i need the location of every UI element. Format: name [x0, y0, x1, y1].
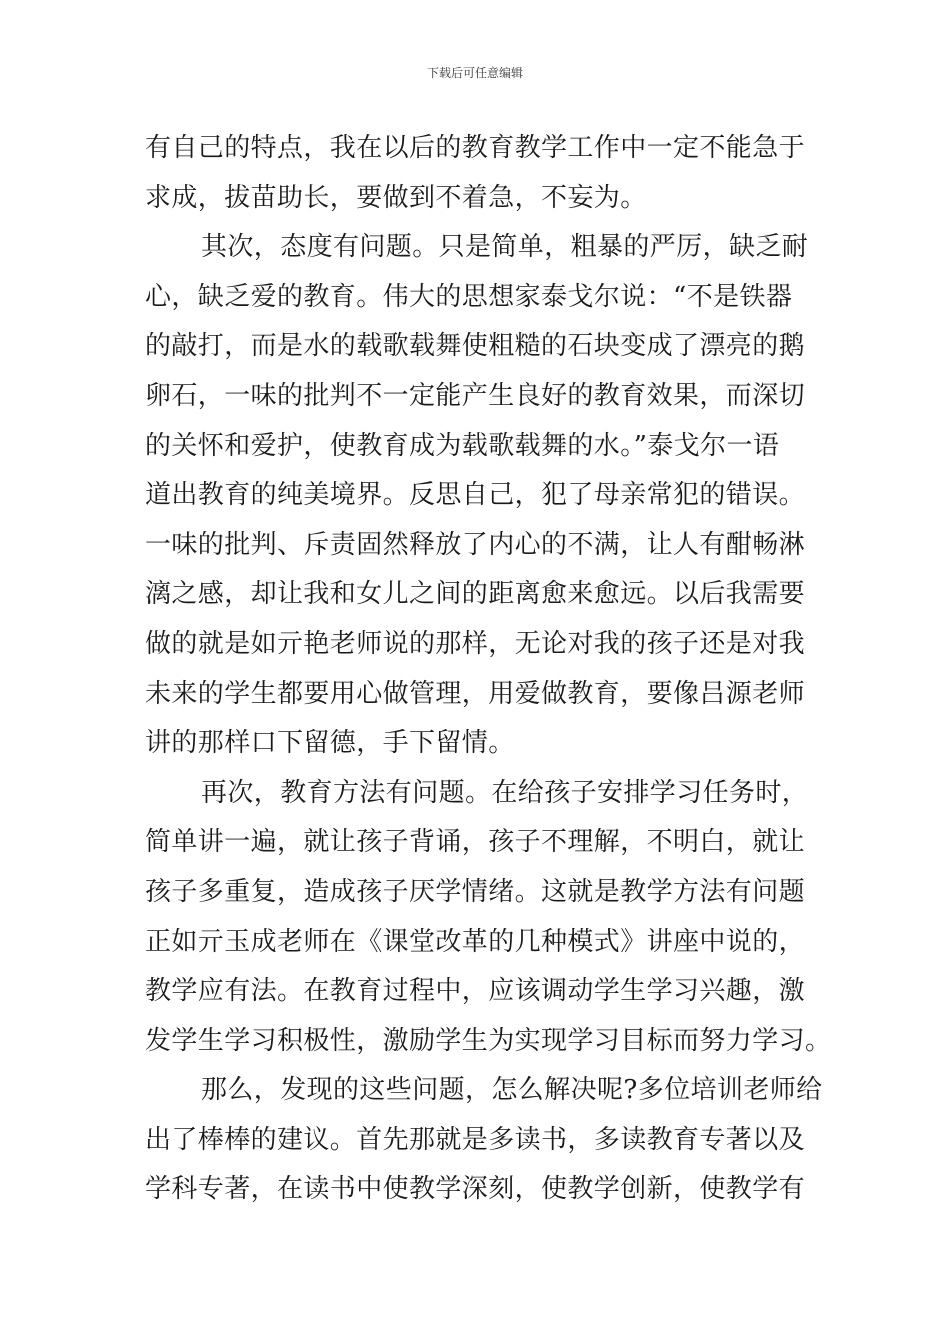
text-line: 做的就是如亓艳老师说的那样，无论对我的孩子还是对我: [145, 628, 806, 659]
text-line: 求成，拔苗助长，要做到不着急，不妄为。: [145, 182, 647, 213]
page-header: 下载后可任意编辑: [426, 66, 523, 80]
text-line: 学科专著，在读书中使教学深刻，使教学创新，使教学有: [145, 1174, 806, 1205]
text-line: 教学应有法。在教育过程中，应该调动学生学习兴趣，激: [145, 976, 806, 1007]
text-line: 发学生学习积极性，激励学生为实现学习目标而努力学习。: [145, 1025, 832, 1056]
text-line: 心，缺乏爱的教育。伟大的思想家泰戈尔说：“不是铁器: [145, 281, 793, 312]
text-line: 正如亓玉成老师在《课堂改革的几种模式》讲座中说的，: [145, 926, 806, 957]
text-line: 的关怀和爱护，使教育成为载歌载舞的水。”泰戈尔一语: [145, 430, 780, 461]
text-line: 有自己的特点，我在以后的教育教学工作中一定不能急于: [145, 133, 806, 163]
text-line: 一味的批判、斥责固然释放了内心的不满，让人有酣畅淋: [145, 529, 806, 560]
text-line: 其次，态度有问题。只是简单，粗暴的严厉，缺乏耐: [201, 232, 809, 263]
text-line: 漓之感，却让我和女儿之间的距离愈来愈远。以后我需要: [145, 579, 806, 610]
text-line: 孩子多重复，造成孩子厌学情绪。这就是教学方法有问题: [145, 876, 806, 907]
text-line: 未来的学生都要用心做管理，用爱做教育，要像吕源老师: [145, 678, 806, 709]
text-line: 道出教育的纯美境界。反思自己，犯了母亲常犯的错误。: [145, 480, 806, 511]
text-line: 卵石，一味的批判不一定能产生良好的教育效果，而深切: [145, 380, 806, 411]
text-line: 简单讲一遍，就让孩子背诵，孩子不理解，不明白，就让: [145, 827, 806, 858]
text-line: 的敲打，而是水的载歌载舞使粗糙的石块变成了漂亮的鹅: [145, 331, 806, 362]
body-text: [145, 124, 832, 1215]
text-line: 出了棒棒的建议。首先那就是多读书，多读教育专著以及: [145, 1124, 806, 1155]
text-line: 再次，教育方法有问题。在给孩子安排学习任务时，: [201, 777, 809, 808]
text-line: 讲的那样口下留德，手下留情。: [145, 728, 515, 759]
text-line: 那么，发现的这些问题，怎么解决呢?多位培训老师给: [201, 1075, 823, 1106]
